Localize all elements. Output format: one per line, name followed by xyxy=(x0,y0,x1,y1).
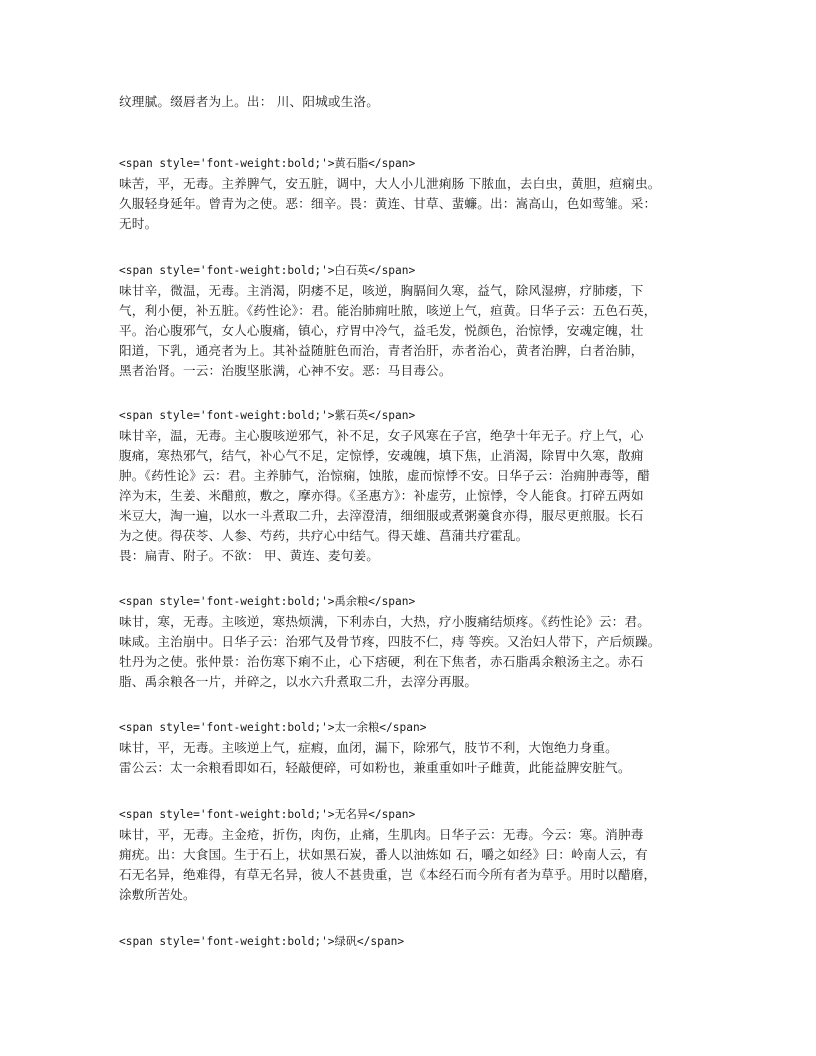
entry-heading-taiyiyuliang: <span style='font-weight:bold;'>太一余粮</span> xyxy=(119,721,427,734)
entry-text-line: 久服轻身延年。曾青为之使。恶：细辛。畏：黄连、甘草、蜚蠊。出：嵩高山，色如莺雏。采： xyxy=(119,196,657,211)
entry-text-line: 痈疣。出：大食国。生于石上，状如黑石炭，番人以油炼如 石，嚼之如经》曰：岭南人云，有 xyxy=(119,847,648,862)
entry-text-line: 腹痛，寒热邪气，结气，补心气不足，定惊悸，安魂魄，填下焦，止消渴，除胃中久寒，散痈 xyxy=(119,448,644,463)
entry-text-line: 味甘，平，无毒。主咳逆上气，症瘕，血闭，漏下，除邪气，肢节不利，大饱绝力身重。 xyxy=(119,740,618,755)
entry-text-line: 涂敷所苦处。 xyxy=(119,887,196,902)
entry-text-line: 无时。 xyxy=(119,216,158,231)
entry-text-line: 牡丹为之使。张仲景：治伤寒下痢不止，心下痞硬，利在下焦者，赤石脂禹余粮汤主之。赤石 xyxy=(119,654,644,669)
entry-text-line: 畏：扁青、附子。不欲： 甲、黄连、麦句姜。 xyxy=(119,548,380,563)
entry-text-line: 味苦，平，无毒。主养脾气，安五脏，调中，大人小儿泄痢肠 下脓血，去白虫，黄胆，疸痫虫。 xyxy=(119,176,661,191)
entry-heading-zishiying: <span style='font-weight:bold;'>紫石英</span> xyxy=(119,409,416,422)
entry-text-line: 脂、禹余粮各一片，并碎之，以水六升煮取二升，去滓分再服。 xyxy=(119,674,478,689)
entry-text-line: 阳道，下乳，通亮者为上。其补益随脏色而治，青者治肝，赤者治心，黄者治脾，白者治肺， xyxy=(119,343,644,358)
entry-heading-wumingyi: <span style='font-weight:bold;'>无名异</span> xyxy=(119,808,416,821)
entry-heading-huangshizhi: <span style='font-weight:bold;'>黄石脂</span> xyxy=(119,157,416,170)
entry-text-line: 肿。《药性论》云：君。主养肺气，治惊痫，蚀脓，虚而惊悸不安。日华子云：治痈肿毒等，醋 xyxy=(119,468,651,483)
entry-text-line: 气，利小便，补五脏。《药性论》：君。能治肺痈吐脓，咳逆上气，疸黄。日华子云：五色石英， xyxy=(119,303,657,318)
entry-text-line: 味甘，寒，无毒。主咳逆，寒热烦满，下利赤白，大热，疗小腹痛结烦疼。《药性论》云：君。 xyxy=(119,614,651,629)
entry-text-line: 雷公云：太一余粮看即如石，轻敲便碎，可如粉也，兼重重如叶子雌黄，此能益脾安脏气。 xyxy=(119,760,631,775)
entry-text-line: 平。治心腹邪气，女人心腹痛，镇心，疗胃中冷气，益毛发，悦颜色，治惊悸，安魂定魄，壮 xyxy=(119,323,644,338)
entry-text-line: 味甘，平，无毒。主金疮，折伤，肉伤，止痛，生肌肉。日华子云：无毒。今云：寒。消肿毒 xyxy=(119,827,644,842)
entry-heading-lvfan: <span style='font-weight:bold;'>绿矾</span> xyxy=(119,935,405,948)
entry-text-line: 黑者治肾。一云：治腹坚胀满，心神不安。恶：马目毒公。 xyxy=(119,363,452,378)
entry-text-line: 为之使。得茯苓、人参、芍药，共疗心中结气。得天雄、菖蒲共疗霍乱。 xyxy=(119,528,529,543)
entry-text-line: 米豆大，淘一遍，以水一斗煮取二升，去滓澄清，细细服或煮粥羹食亦得，服尽更煎服。长石 xyxy=(119,508,644,523)
entry-heading-baishiying: <span style='font-weight:bold;'>白石英</span> xyxy=(119,264,416,277)
entry-text-line: 味甘辛，微温，无毒。主消渴，阴痿不足，咳逆，胸膈间久寒，益气，除风湿痹，疗肺痿，下 xyxy=(119,283,644,298)
entry-heading-yuyuliang: <span style='font-weight:bold;'>禹余粮</span> xyxy=(119,595,416,608)
entry-text-line: 淬为末，生姜、米醋煎，敷之，摩亦得。《圣惠方》：补虚劳，止惊悸，令人能食。打碎五两如 xyxy=(119,488,644,503)
entry-text-line: 石无名异，绝难得，有草无名异，彼人不甚贵重，岂《本经石而今所有者为草乎。用时以醋磨， xyxy=(119,867,657,882)
intro-line: 纹理腻。缀唇者为上。出： 川、阳城或生洛。 xyxy=(119,94,380,109)
entry-text-line: 味甘辛，温，无毒。主心腹咳逆邪气，补不足，女子风寒在子宫，绝孕十年无子。疗上气，心 xyxy=(119,428,644,443)
entry-text-line: 味咸。主治崩中。日华子云：治邪气及骨节疼，四肢不仁，痔 等疾。又治妇人带下，产后烦躁。 xyxy=(119,634,661,649)
